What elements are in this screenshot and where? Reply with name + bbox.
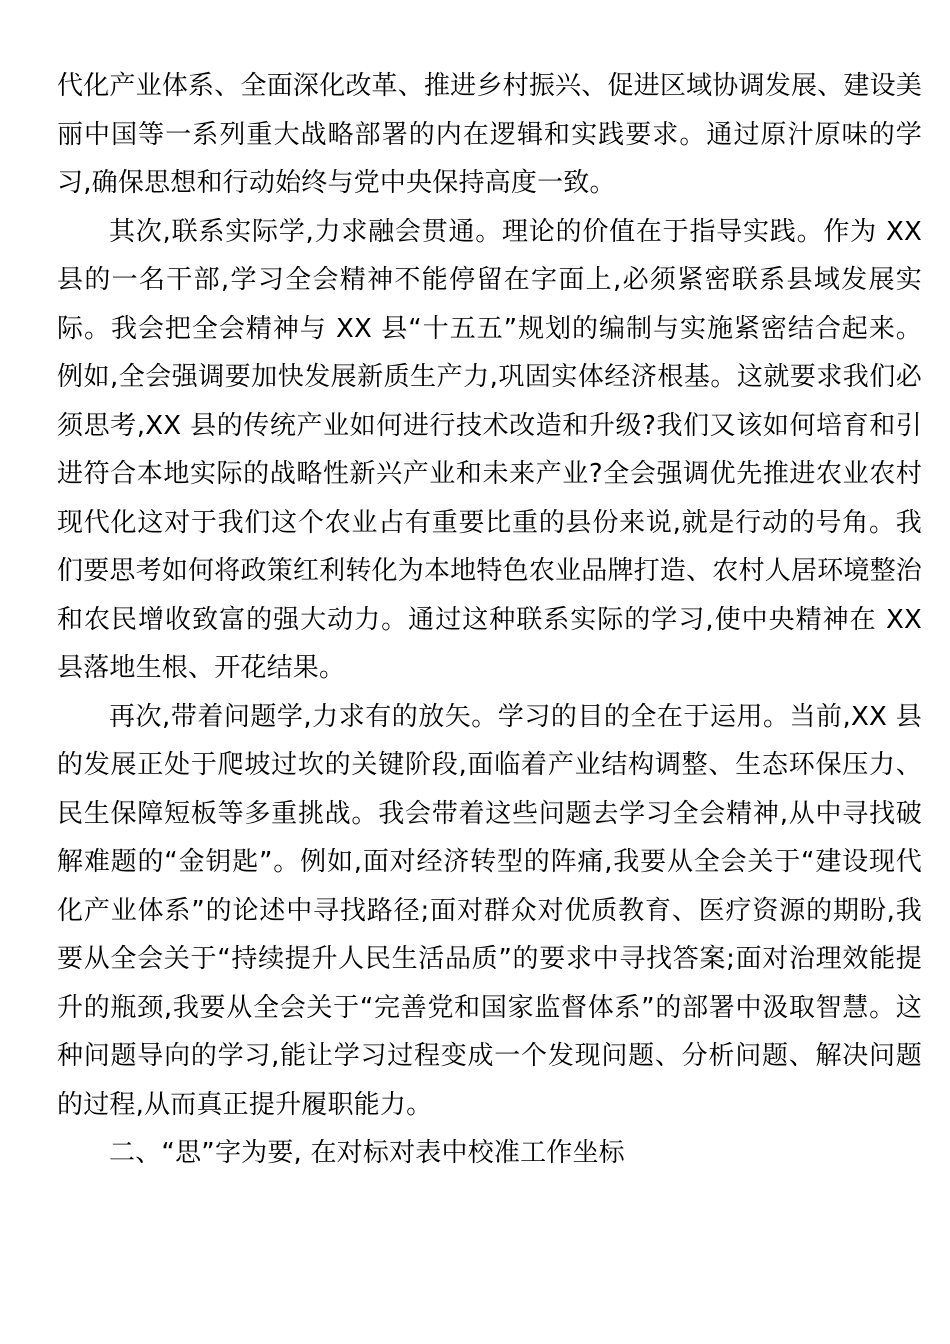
paragraph: 再次,带着问题学,力求有的放矢。学习的目的全在于运用。当前,XX 县的发展正处于爬坡过坎的关键阶段,面临着产业结构调整、生态环保压力、民生保障短板等多重挑战。我会带着这些问题去学习全会精神,从中寻找破解难题的“金钥匙”。例如,面对经济转型的阵痛,我要从全会关于“建设现代化产业体系”的论述中寻找路径;面对群众对优质教育、医疗资源的期盼,我要从全会关于“持续提升人民生活品质”的要求中寻找答案;面对治理效能提升的瓶颈,我要从全会关于“完善党和国家监督体系”的部署中汲取智慧。这种问题导向的学习,能让学习过程变成一个发现问题、分析问题、解决问题的过程,从而真正提升履职能力。 bbox=[57, 701, 922, 1120]
paragraph: 其次,联系实际学,力求融会贯通。理论的价值在于指导实践。作为 XX 县的一名干部,学习全会精神不能停留在字面上,必须紧密联系县域发展实际。我会把全会精神与 XX 县“十五五”规划的编制与实施紧密结合起来。例如,全会强调要加快发展新质生产力,巩固实体经济根基。这就要求我们必须思考,XX 县的传统产业如何进行技术改造和升级?我们又该如何培育和引进符合本地实际的战略性新兴产业和未来产业?全会强调优先推进农业农村现代化这对于我们这个农业占有重要比重的县份来说,就是行动的号角。我们要思考如何将政策红利转化为本地特色农业品牌打造、农村人居环境整治和农民增收致富的强大动力。通过这种联系实际的学习,使中央精神在 XX 县落地生根、开花结果。 bbox=[57, 216, 922, 683]
paragraph-continuation: 代化产业体系、全面深化改革、推进乡村振兴、促进区域协调发展、建设美丽中国等一系列重大战略部署的内在逻辑和实践要求。通过原汁原味的学习,确保思想和行动始终与党中央保持高度一致。 bbox=[57, 71, 922, 198]
section-heading: 二、“思”字为要, 在对标对表中校准工作坐标 bbox=[109, 1138, 625, 1168]
